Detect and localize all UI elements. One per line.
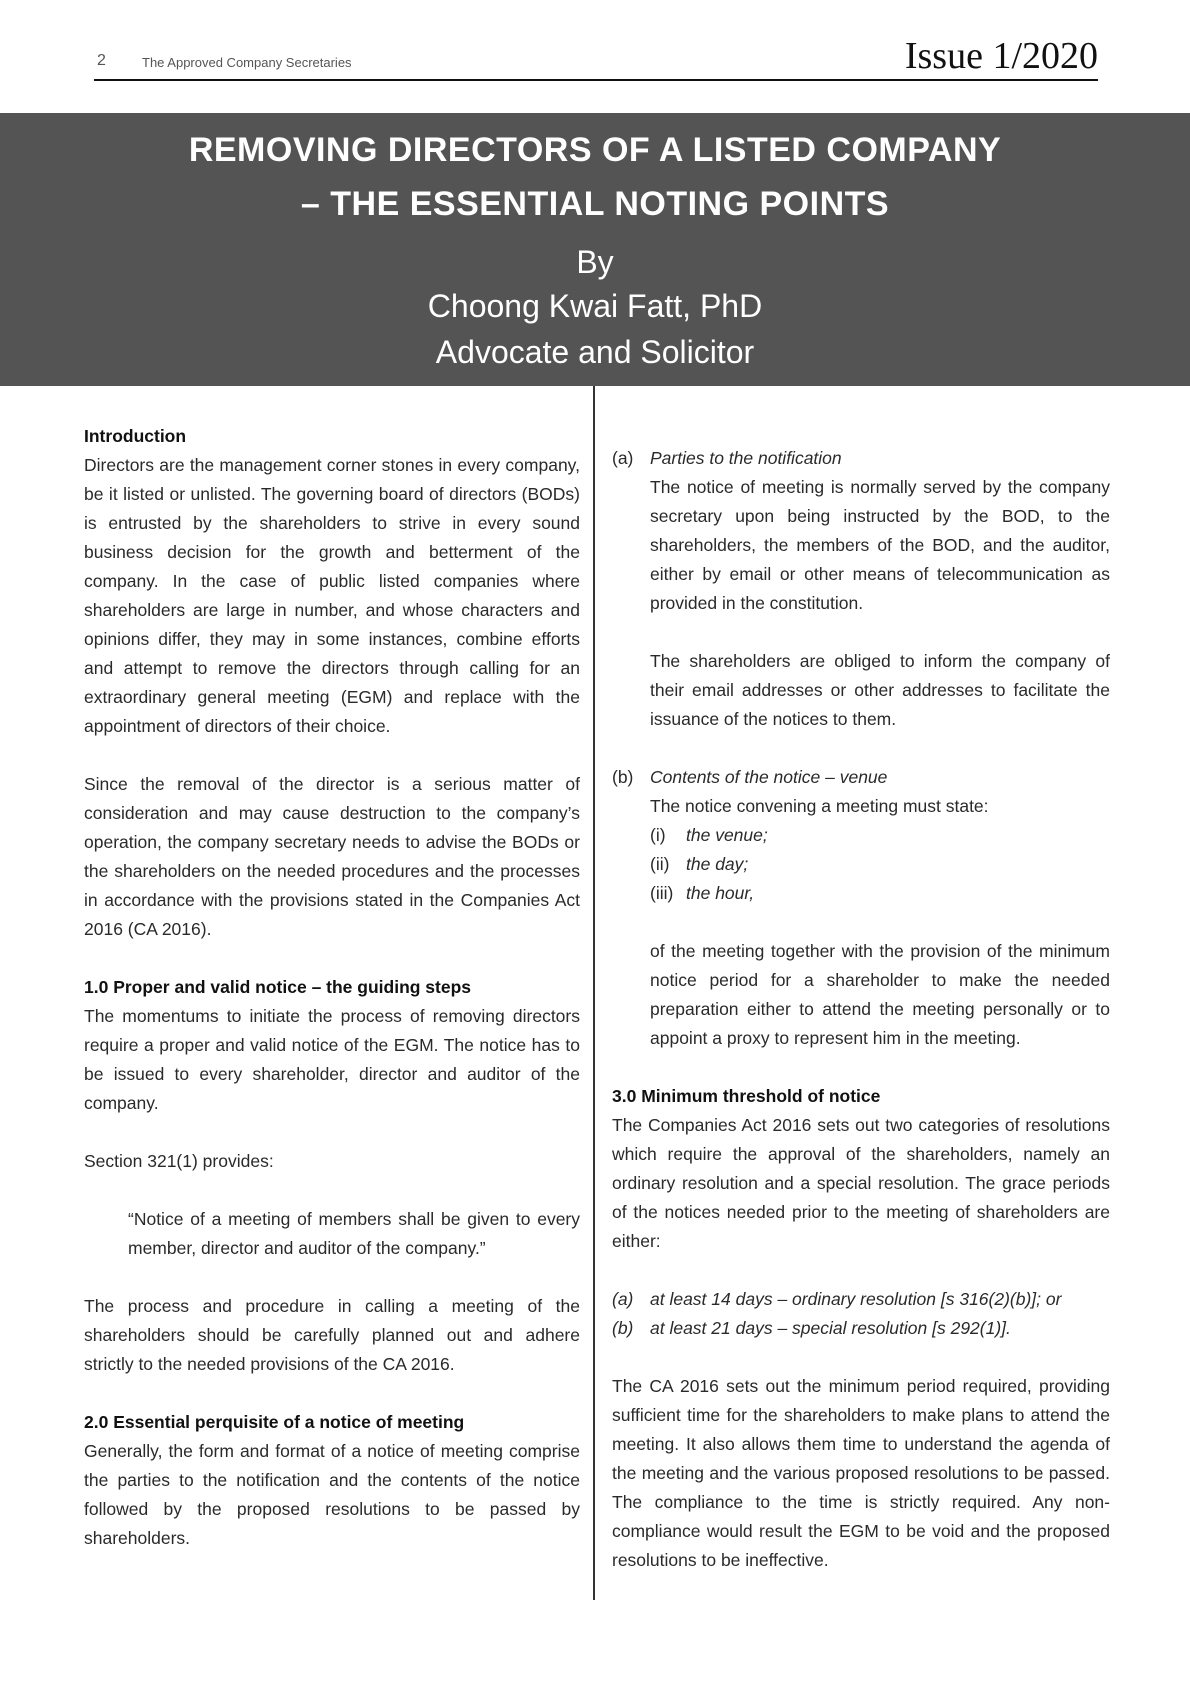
paragraph: Since the removal of the director is a serious matter of consideration and may cause destruction to the company’s operation, the company secretary needs to advise the BODs or the shareholders on the needed procedures and the processes in accordance with the provisions stated in the Companies Act 2016 (CA 2016).: [84, 774, 580, 939]
issue-label: Issue 1/2020: [904, 35, 1098, 77]
item-text: the hour,: [686, 883, 755, 903]
author-affiliation: Advocate and Solicitor: [435, 334, 755, 370]
right-column: [612, 444, 1110, 1604]
byline-by: By: [576, 244, 614, 280]
author-name: Choong Kwai Fatt, PhD: [427, 288, 763, 324]
article-title-line1: REMOVING DIRECTORS OF A LISTED COMPANY: [188, 131, 1002, 169]
block-quote: “Notice of a meeting of members shall be given to every member, director and auditor of the company.”: [128, 1209, 580, 1258]
subsection-title: Contents of the notice – venue: [650, 767, 888, 787]
section-heading: Introduction: [84, 426, 187, 446]
item-text: at least 14 days – ordinary resolution [s 316(2)(b)]; or: [650, 1289, 1062, 1309]
paragraph: The CA 2016 sets out the minimum period required, providing sufficient time for the shareholders to make plans to attend the meeting. It also allows them time to understand the agenda of the meeting and the various proposed resolutions to be passed. The compliance to the time is strictly required. Any non-compliance would result the EGM to be void and the proposed resolutions to be ineffective.: [612, 1376, 1110, 1570]
item-label: (iii): [650, 883, 674, 903]
item-text: the day;: [686, 854, 749, 874]
item-label: (a): [612, 448, 634, 468]
item-label: (b): [612, 767, 634, 787]
list-item: [612, 1314, 1110, 1343]
column-divider: [593, 386, 595, 1600]
subsection-title: Parties to the notification: [650, 448, 842, 468]
left-column: [84, 422, 580, 1582]
list-item: [612, 850, 1110, 879]
title-banner: [0, 113, 1190, 386]
publication-name: The Approved Company Secretaries: [142, 55, 352, 70]
page-number: 2: [97, 52, 106, 69]
header-rule: [94, 79, 1098, 81]
item-label: (ii): [650, 854, 670, 874]
paragraph: The notice of meeting is normally served by the company secretary upon being instructed by the BOD, to the shareholders, the members of the BOD, and the auditor, either by email or other means of telecommunication as provided in the constitution.: [650, 477, 1110, 613]
list-item: [612, 879, 1110, 908]
item-label: (b): [612, 1318, 634, 1338]
item-label: (a): [612, 1289, 634, 1309]
paragraph: Section 321(1) provides:: [84, 1151, 274, 1171]
paragraph: The notice convening a meeting must state:: [650, 796, 989, 816]
paragraph: The shareholders are obliged to inform the company of their email addresses or other addresses to facilitate the issuance of the notices to them.: [650, 651, 1110, 729]
item-text: the venue;: [686, 825, 768, 845]
article-title-line2: – THE ESSENTIAL NOTING POINTS: [300, 185, 890, 223]
paragraph: of the meeting together with the provision of the minimum notice period for a shareholder to make the needed preparation either to attend the meeting personally or to appoint a proxy to represent him in the meeting.: [650, 941, 1110, 1048]
subsection-b: [612, 763, 1110, 792]
section-heading: 3.0 Minimum threshold of notice: [612, 1086, 881, 1106]
paragraph: The process and procedure in calling a meeting of the shareholders should be carefully planned out and adhere strictly to the needed provisions of the CA 2016.: [84, 1296, 580, 1374]
subsection-a: [612, 444, 1110, 473]
paragraph: Directors are the management corner stones in every company, be it listed or unlisted. The governing board of directors (BODs) is entrusted by the shareholders to strive in every sound business decision for the growth and betterment of the company. In the case of public listed companies where shareholders are large in number, and whose characters and opinions differ, they may in some instances, combine efforts and attempt to remove the directors through calling for an extraordinary general meeting (EGM) and replace with the appointment of directors of their choice.: [84, 455, 580, 736]
paragraph: Generally, the form and format of a notice of meeting comprise the parties to the notification and the contents of the notice followed by the proposed resolutions to be passed by shareholders.: [84, 1441, 580, 1548]
paragraph: The Companies Act 2016 sets out two categories of resolutions which require the approval of the shareholders, namely an ordinary resolution and a special resolution. The grace periods of the notices needed prior to the meeting of shareholders are either:: [612, 1115, 1110, 1251]
list-item: [612, 1285, 1110, 1314]
paragraph: The momentums to initiate the process of removing directors require a proper and valid notice of the EGM. The notice has to be issued to every shareholder, director and auditor of the company.: [84, 1006, 580, 1113]
item-text: at least 21 days – special resolution [s 292(1)].: [650, 1318, 1011, 1338]
section-heading: 1.0 Proper and valid notice – the guiding steps: [84, 977, 472, 997]
section-heading: 2.0 Essential perquisite of a notice of meeting: [84, 1412, 465, 1432]
list-item: [612, 821, 1110, 850]
item-label: (i): [650, 825, 666, 845]
